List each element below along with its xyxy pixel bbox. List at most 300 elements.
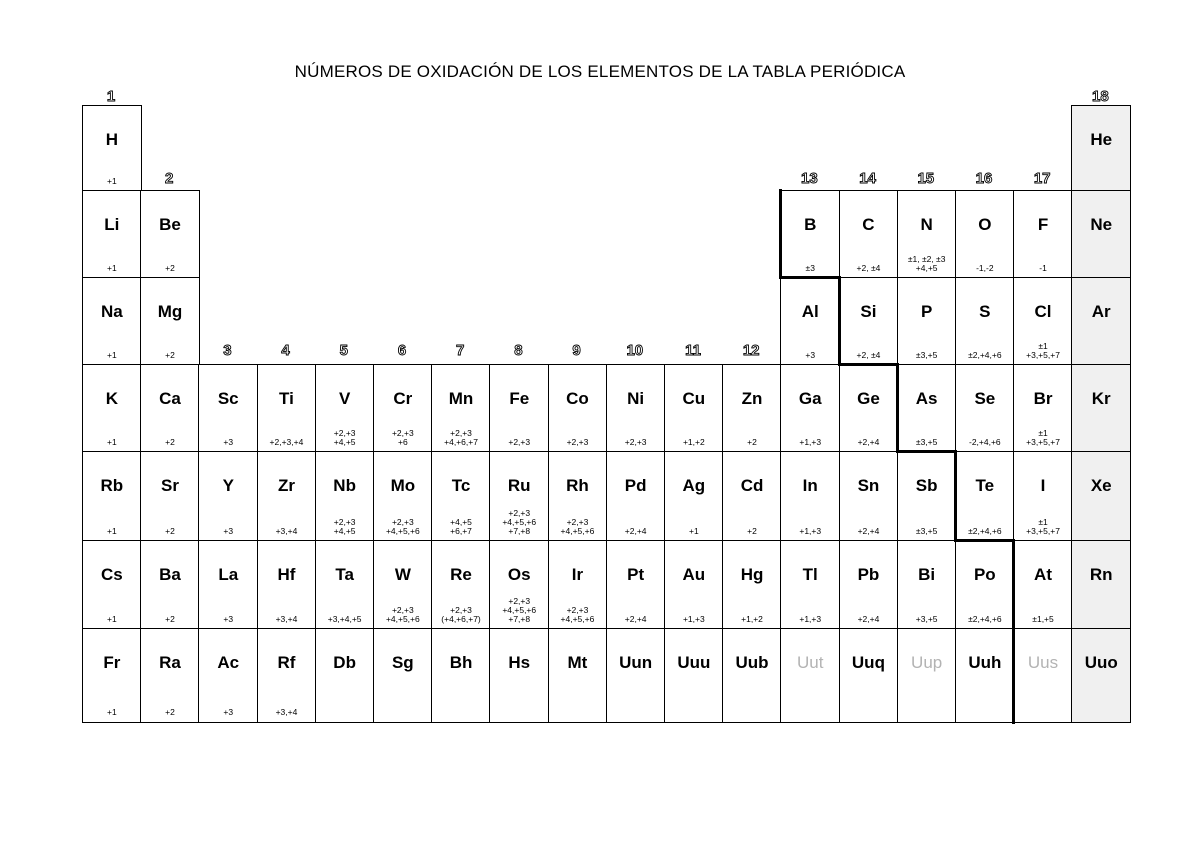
- oxidation-states: [258, 615, 316, 624]
- oxidation-line: ±1, ±2, ±3: [907, 253, 946, 264]
- element-symbol: Po: [973, 565, 996, 584]
- oxidation-line: -1,-2: [976, 262, 994, 273]
- oxidation-states: [374, 606, 432, 624]
- oxidation-line: +2: [165, 436, 175, 447]
- element-symbol: Se: [974, 389, 996, 408]
- oxidation-line: +2,+3: [333, 427, 356, 438]
- oxidation-states: [258, 708, 316, 717]
- group-number-4: 4: [281, 342, 290, 359]
- oxidation-states: [83, 708, 141, 717]
- element-cell-hf: [257, 540, 317, 630]
- element-cell-mt: [548, 628, 608, 723]
- group-number-8: 8: [514, 342, 523, 359]
- element-cell-ti: [257, 364, 317, 453]
- oxidation-line: +3,+5: [915, 613, 938, 624]
- element-cell-re: [431, 540, 491, 630]
- element-symbol: Be: [159, 215, 181, 234]
- element-symbol: Mg: [157, 302, 183, 321]
- element-cell-pb: [839, 540, 899, 630]
- element-cell-fr: [82, 628, 142, 723]
- element-symbol: Uuh: [968, 653, 1002, 672]
- element-symbol: Kr: [1091, 389, 1111, 408]
- element-cell-cr: [373, 364, 433, 453]
- element-symbol: Tc: [451, 476, 471, 495]
- oxidation-line: +1: [106, 436, 117, 447]
- oxidation-states: [665, 438, 723, 447]
- element-cell-ar: [1071, 277, 1131, 366]
- oxidation-line: +2, ±4: [856, 349, 881, 360]
- element-symbol: Ne: [1090, 215, 1113, 234]
- element-symbol: Uus: [1027, 653, 1059, 672]
- element-symbol: Ba: [159, 565, 181, 584]
- oxidation-states: [316, 615, 374, 624]
- oxidation-line: +4,+5,+6: [502, 604, 537, 615]
- oxidation-line: +2,+3: [391, 604, 414, 615]
- oxidation-line: +4,+5,+6: [560, 525, 595, 536]
- metal-nonmetal-divider: [838, 276, 841, 366]
- oxidation-line: +1,+2: [741, 613, 763, 624]
- oxidation-line: +3,+4,+5: [327, 613, 362, 624]
- element-symbol: Ar: [1091, 302, 1111, 321]
- oxidation-line: +2: [165, 525, 175, 536]
- element-symbol: Pt: [627, 565, 645, 584]
- element-symbol: Cr: [393, 389, 413, 408]
- oxidation-line: +4,+5: [333, 525, 356, 536]
- element-symbol: F: [1037, 215, 1049, 234]
- element-symbol: P: [920, 302, 933, 321]
- element-cell-br: [1013, 364, 1073, 453]
- element-cell-si: [839, 277, 899, 366]
- element-symbol: Ga: [798, 389, 822, 408]
- oxidation-line: +1,+3: [799, 525, 822, 536]
- element-symbol: As: [915, 389, 938, 408]
- oxidation-line: -2,+4,+6: [969, 436, 1001, 447]
- element-cell-mg: [140, 277, 200, 366]
- oxidation-states: [83, 351, 141, 360]
- element-symbol: Db: [333, 653, 356, 672]
- element-symbol: B: [804, 215, 817, 234]
- element-symbol: Bh: [449, 653, 473, 672]
- element-cell-la: [198, 540, 258, 630]
- element-symbol: Hs: [508, 653, 531, 672]
- oxidation-line: +1: [106, 613, 117, 624]
- oxidation-states: [781, 438, 839, 447]
- oxidation-states: [549, 606, 607, 624]
- element-symbol: Uuo: [1084, 653, 1118, 672]
- element-cell-li: [82, 190, 142, 279]
- group-number-10: 10: [626, 342, 644, 359]
- element-symbol: Ca: [159, 389, 181, 408]
- oxidation-states: [840, 527, 898, 536]
- group-number-6: 6: [397, 342, 407, 359]
- oxidation-line: +6: [397, 436, 408, 447]
- oxidation-line: +3: [223, 525, 234, 536]
- element-cell-co: [548, 364, 608, 453]
- oxidation-line: +4,+5,+6: [560, 613, 595, 624]
- element-symbol: N: [920, 215, 933, 234]
- page-title: NÚMEROS DE OXIDACIÓN DE LOS ELEMENTOS DE LA TABLA PERIÓDICA: [294, 62, 906, 81]
- element-symbol: Rf: [277, 653, 296, 672]
- metal-nonmetal-divider: [838, 363, 899, 366]
- element-symbol: Uuq: [851, 653, 885, 672]
- element-symbol: Ag: [682, 476, 706, 495]
- element-cell-xe: [1071, 451, 1131, 542]
- oxidation-line: +3,+5,+7: [1026, 436, 1060, 447]
- oxidation-states: [898, 438, 956, 447]
- oxidation-line: +4,+6,+7: [444, 436, 478, 447]
- element-symbol: Fr: [103, 653, 121, 672]
- oxidation-line: +2: [165, 613, 175, 624]
- oxidation-line: ±2,+4,+6: [968, 613, 1002, 624]
- element-symbol: Ti: [279, 389, 294, 408]
- oxidation-states: [432, 518, 490, 536]
- element-symbol: Uut: [797, 653, 824, 672]
- oxidation-line: +1: [106, 262, 117, 273]
- oxidation-states: [723, 527, 781, 536]
- oxidation-line: +2,+3: [391, 516, 414, 527]
- oxidation-line: +2,+3: [333, 516, 356, 527]
- oxidation-line: +1: [106, 706, 117, 717]
- element-cell-ta: [315, 540, 375, 630]
- element-cell-uuu: [664, 628, 724, 723]
- element-symbol: Xe: [1090, 476, 1112, 495]
- element-symbol: Ru: [507, 476, 531, 495]
- element-cell-tc: [431, 451, 491, 542]
- oxidation-line: +2: [747, 436, 757, 447]
- element-cell-ra: [140, 628, 200, 723]
- element-symbol: Ac: [217, 653, 240, 672]
- element-cell-mo: [373, 451, 433, 542]
- element-cell-uuo: [1071, 628, 1131, 723]
- oxidation-line: +2,+3: [566, 516, 589, 527]
- element-symbol: Cu: [682, 389, 706, 408]
- metal-nonmetal-divider: [779, 276, 840, 279]
- oxidation-line: +3: [223, 436, 234, 447]
- oxidation-states: [956, 615, 1014, 624]
- element-cell-sg: [373, 628, 433, 723]
- element-cell-te: [955, 451, 1015, 542]
- oxidation-states: [665, 527, 723, 536]
- element-cell-he: [1071, 105, 1131, 192]
- element-symbol: S: [979, 302, 991, 321]
- oxidation-states: [781, 351, 839, 360]
- element-symbol: Sc: [217, 389, 239, 408]
- oxidation-states: [199, 438, 257, 447]
- oxidation-line: +4,+5,+6: [385, 613, 420, 624]
- oxidation-states: [83, 527, 141, 536]
- oxidation-line: +3,+5,+7: [1026, 349, 1060, 360]
- oxidation-line: +2,+4: [857, 613, 880, 624]
- oxidation-states: [83, 264, 141, 273]
- oxidation-line: +2,+3: [508, 507, 531, 518]
- element-cell-p: [897, 277, 957, 366]
- oxidation-states: [1014, 615, 1072, 624]
- element-symbol: Re: [450, 565, 472, 584]
- element-cell-uut: [780, 628, 840, 723]
- oxidation-states: [1014, 429, 1072, 447]
- oxidation-line: ±3,+5: [915, 349, 938, 360]
- element-symbol: Cs: [100, 565, 123, 584]
- oxidation-states: [840, 264, 898, 273]
- oxidation-states: [665, 615, 723, 624]
- oxidation-states: [141, 264, 199, 273]
- oxidation-line: +2: [165, 706, 175, 717]
- element-symbol: Mo: [390, 476, 416, 495]
- oxidation-states: [141, 615, 199, 624]
- oxidation-states: [374, 518, 432, 536]
- oxidation-states: [199, 615, 257, 624]
- element-symbol: Rb: [100, 476, 124, 495]
- oxidation-states: [956, 527, 1014, 536]
- oxidation-states: [1014, 264, 1072, 273]
- element-symbol: Mt: [567, 653, 588, 672]
- element-symbol: Li: [104, 215, 120, 234]
- oxidation-states: [258, 527, 316, 536]
- oxidation-line: +2,+3: [624, 436, 647, 447]
- oxidation-states: [199, 527, 257, 536]
- element-cell-na: [82, 277, 142, 366]
- element-symbol: Co: [566, 389, 589, 408]
- oxidation-states: [607, 615, 665, 624]
- oxidation-line: (+4,+6,+7): [441, 613, 481, 624]
- oxidation-line: +3: [223, 613, 234, 624]
- oxidation-line: +2,+4: [857, 436, 880, 447]
- oxidation-line: ±1: [1038, 516, 1048, 527]
- oxidation-line: ±3,+5: [915, 436, 938, 447]
- group-number-12: 12: [742, 342, 760, 359]
- element-cell-sb: [897, 451, 957, 542]
- element-symbol: W: [394, 565, 411, 584]
- element-cell-y: [198, 451, 258, 542]
- oxidation-line: +2, ±4: [856, 262, 881, 273]
- oxidation-line: +2: [747, 525, 757, 536]
- element-symbol: Uub: [735, 653, 769, 672]
- oxidation-states: [374, 429, 432, 447]
- oxidation-line: ±1: [1038, 340, 1048, 351]
- oxidation-states: [723, 615, 781, 624]
- element-symbol: At: [1034, 565, 1052, 584]
- oxidation-line: +4,+5,+6: [502, 516, 537, 527]
- oxidation-line: +1: [688, 525, 699, 536]
- oxidation-states: [549, 438, 607, 447]
- oxidation-line: +3,+5,+7: [1026, 525, 1060, 536]
- group-number-16: 16: [975, 170, 993, 187]
- oxidation-states: [1014, 342, 1072, 360]
- element-cell-al: [780, 277, 840, 366]
- element-symbol: Cd: [740, 476, 764, 495]
- oxidation-states: [898, 527, 956, 536]
- element-symbol: Rn: [1089, 565, 1113, 584]
- element-cell-at: [1013, 540, 1073, 630]
- oxidation-line: +3: [805, 349, 816, 360]
- element-symbol: He: [1090, 130, 1113, 149]
- oxidation-states: [432, 429, 490, 447]
- oxidation-states: [83, 177, 141, 186]
- metal-nonmetal-divider: [954, 539, 1015, 542]
- element-symbol: Ir: [571, 565, 584, 584]
- oxidation-states: [141, 351, 199, 360]
- element-symbol: Cl: [1034, 302, 1052, 321]
- element-symbol: Pb: [857, 565, 880, 584]
- element-cell-po: [955, 540, 1015, 630]
- element-symbol: Ni: [627, 389, 645, 408]
- element-cell-sr: [140, 451, 200, 542]
- element-cell-fe: [489, 364, 549, 453]
- oxidation-line: +2,+3: [450, 427, 472, 438]
- oxidation-states: [781, 527, 839, 536]
- element-symbol: Si: [860, 302, 877, 321]
- oxidation-states: [898, 351, 956, 360]
- element-symbol: Zr: [277, 476, 295, 495]
- element-cell-hs: [489, 628, 549, 723]
- oxidation-line: ±3,+5: [915, 525, 938, 536]
- group-number-15: 15: [917, 170, 935, 187]
- element-symbol: H: [105, 130, 118, 149]
- group-number-13: 13: [801, 170, 818, 187]
- oxidation-line: +2,+3: [450, 604, 472, 615]
- oxidation-line: +3,+4: [275, 613, 298, 624]
- element-cell-n: [897, 190, 957, 279]
- element-cell-ga: [780, 364, 840, 453]
- group-number-7: 7: [456, 342, 465, 359]
- element-symbol: Sn: [857, 476, 880, 495]
- element-cell-uuq: [839, 628, 899, 723]
- element-cell-pt: [606, 540, 666, 630]
- group-number-3: 3: [223, 342, 232, 359]
- oxidation-line: ±3: [805, 262, 815, 273]
- oxidation-line: +4,+5,+6: [385, 525, 420, 536]
- metal-nonmetal-divider: [779, 189, 782, 279]
- element-cell-bi: [897, 540, 957, 630]
- group-number-1: 1: [106, 88, 116, 105]
- element-cell-uus: [1013, 628, 1073, 723]
- element-cell-uun: [606, 628, 666, 723]
- oxidation-line: ±2,+4,+6: [968, 525, 1002, 536]
- element-symbol: Sb: [915, 476, 938, 495]
- element-cell-uup: [897, 628, 957, 723]
- element-symbol: Hf: [277, 565, 296, 584]
- element-cell-pd: [606, 451, 666, 542]
- oxidation-states: [956, 264, 1014, 273]
- oxidation-states: [83, 615, 141, 624]
- element-symbol: In: [802, 476, 818, 495]
- element-cell-rn: [1071, 540, 1131, 630]
- oxidation-line: ±1,+5: [1032, 613, 1054, 624]
- oxidation-line: +2,+4: [624, 525, 647, 536]
- oxidation-line: ±2,+4,+6: [968, 349, 1002, 360]
- element-cell-ac: [198, 628, 258, 723]
- oxidation-states: [549, 518, 607, 536]
- element-cell-rh: [548, 451, 608, 542]
- oxidation-line: +3: [223, 706, 234, 717]
- element-symbol: Ra: [159, 653, 181, 672]
- oxidation-states: [316, 429, 374, 447]
- oxidation-line: +1,+3: [682, 613, 705, 624]
- element-cell-ge: [839, 364, 899, 453]
- oxidation-line: +1: [106, 349, 117, 360]
- element-symbol: Pd: [624, 476, 647, 495]
- oxidation-line: +1,+3: [799, 613, 822, 624]
- oxidation-states: [956, 351, 1014, 360]
- oxidation-line: +1: [106, 525, 117, 536]
- element-symbol: Rh: [566, 476, 589, 495]
- oxidation-states: [490, 597, 548, 624]
- element-symbol: Uup: [911, 653, 943, 672]
- oxidation-states: [840, 615, 898, 624]
- element-symbol: Uun: [619, 653, 653, 672]
- oxidation-states: [141, 527, 199, 536]
- element-symbol: Y: [222, 476, 234, 495]
- oxidation-states: [781, 264, 839, 273]
- oxidation-states: [141, 438, 199, 447]
- element-cell-s: [955, 277, 1015, 366]
- element-cell-k: [82, 364, 142, 453]
- element-symbol: Sg: [391, 653, 414, 672]
- group-number-17: 17: [1033, 170, 1051, 187]
- element-symbol: Bi: [918, 565, 936, 584]
- element-cell-cs: [82, 540, 142, 630]
- element-cell-rf: [257, 628, 317, 723]
- group-number-9: 9: [572, 342, 581, 359]
- oxidation-line: +1,+2: [682, 436, 705, 447]
- element-cell-sn: [839, 451, 899, 542]
- oxidation-states: [490, 509, 548, 536]
- oxidation-states: [316, 518, 374, 536]
- element-symbol: Al: [801, 302, 819, 321]
- oxidation-states: [258, 438, 316, 447]
- element-cell-bh: [431, 628, 491, 723]
- element-symbol: La: [218, 565, 239, 584]
- group-number-14: 14: [859, 170, 876, 187]
- element-cell-tl: [780, 540, 840, 630]
- oxidation-line: +4,+5: [450, 516, 472, 527]
- oxidation-line: +3,+4: [275, 525, 298, 536]
- element-symbol: Te: [975, 476, 995, 495]
- group-number-11: 11: [685, 342, 701, 359]
- element-symbol: Nb: [333, 476, 356, 495]
- oxidation-line: +2,+3,+4: [269, 436, 304, 447]
- oxidation-line: +2,+4: [624, 613, 647, 624]
- element-symbol: Ta: [335, 565, 354, 584]
- oxidation-line: ±1: [1038, 427, 1048, 438]
- oxidation-states: [83, 438, 141, 447]
- oxidation-states: [607, 527, 665, 536]
- element-cell-ag: [664, 451, 724, 542]
- element-symbol: Tl: [802, 565, 818, 584]
- oxidation-line: +4,+5: [333, 436, 356, 447]
- element-symbol: Br: [1033, 389, 1053, 408]
- element-cell-ba: [140, 540, 200, 630]
- element-cell-hg: [722, 540, 782, 630]
- element-symbol: Sr: [161, 476, 180, 495]
- oxidation-states: [898, 255, 956, 273]
- oxidation-line: +6,+7: [450, 525, 472, 536]
- element-symbol: C: [862, 215, 875, 234]
- oxidation-line: -1: [1039, 262, 1047, 273]
- element-cell-in: [780, 451, 840, 542]
- element-cell-ir: [548, 540, 608, 630]
- element-cell-uuh: [955, 628, 1015, 723]
- element-cell-uub: [722, 628, 782, 723]
- group-number-2: 2: [165, 170, 174, 187]
- oxidation-states: [141, 708, 199, 717]
- element-symbol: Zn: [741, 389, 763, 408]
- metal-nonmetal-divider: [896, 450, 957, 453]
- element-cell-as: [897, 364, 957, 453]
- oxidation-line: +1,+3: [799, 436, 822, 447]
- element-cell-sc: [198, 364, 258, 453]
- element-cell-b: [780, 190, 840, 279]
